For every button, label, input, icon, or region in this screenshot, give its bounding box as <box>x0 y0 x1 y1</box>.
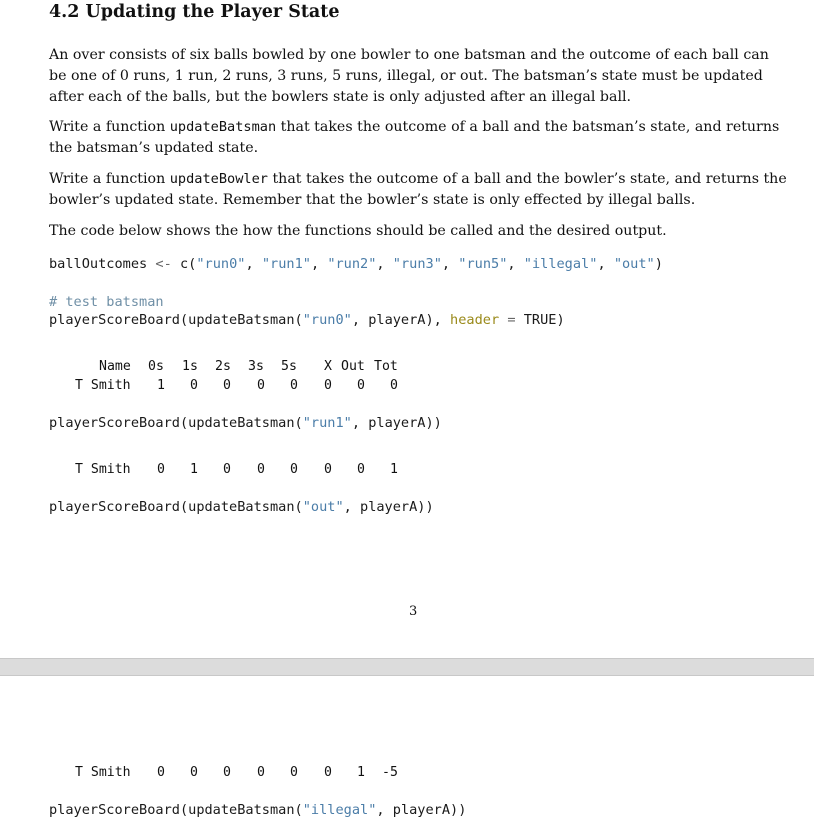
code-call-run0 <box>49 311 565 329</box>
code-text: playerScoreBoard(updateBatsman( <box>49 312 303 328</box>
table-cell: 0 <box>257 765 265 780</box>
code-string: "run0" <box>196 256 246 272</box>
table-cell: 1 <box>157 378 165 393</box>
code-string: "run5" <box>458 256 508 272</box>
code-string: "out" <box>302 499 344 515</box>
code-ball-outcomes: ballOutcomes <- c("run0", "run1", "run2", "run3", "run5", "illegal", "out") <box>49 256 663 272</box>
table-cell: 0 <box>223 765 231 780</box>
table-cell: 0 <box>390 378 398 393</box>
page-number: 3 <box>409 604 418 619</box>
section-heading: 4.2 Updating the Player State <box>49 2 340 22</box>
table-cell: 0 <box>357 462 365 477</box>
table-cell: 0 <box>290 378 298 393</box>
code-argument: header <box>450 312 500 328</box>
table-header-0s: 0s <box>148 359 164 374</box>
code-function: c( <box>179 256 197 272</box>
paragraph-update-bowler <box>49 169 787 211</box>
table-cell-name: T Smith <box>75 462 131 477</box>
code-string: "run1" <box>302 415 352 431</box>
code-call-out <box>49 498 434 516</box>
code-string: "illegal" <box>302 802 377 818</box>
code-text: TRUE) <box>523 312 565 328</box>
paragraph-update-batsman <box>49 117 787 159</box>
table-header-name: Name <box>99 359 131 374</box>
code-operator: = <box>499 312 524 328</box>
table-header-1s: 1s <box>182 359 198 374</box>
code-text: , playerA)) <box>343 499 434 515</box>
text: that takes the outcome of a ball and the bowler’s state, and returns the bowler’s updated state. Remember that the bowler’s state is only effected by illegal balls. <box>49 171 787 208</box>
table-cell: 0 <box>257 462 265 477</box>
table-cell: 0 <box>324 765 332 780</box>
code-comment: # test batsman <box>49 294 164 310</box>
table-cell: 1 <box>190 462 198 477</box>
function-name-updateBowler: updateBowler <box>169 171 268 187</box>
table-cell: 0 <box>223 378 231 393</box>
table-header-3s: 3s <box>248 359 264 374</box>
page-separator <box>0 658 814 676</box>
table-header-out: Out <box>341 359 365 374</box>
table-cell-name: T Smith <box>75 378 131 393</box>
table-cell-name: T Smith <box>75 765 131 780</box>
table-cell: 0 <box>324 378 332 393</box>
code-string: "run2" <box>327 256 377 272</box>
code-string: "run1" <box>261 256 311 272</box>
table-cell: 1 <box>390 462 398 477</box>
code-string: "run0" <box>302 312 352 328</box>
paragraph-over-description: An over consists of six balls bowled by one bowler to one batsman and the outcome of each ball can be one of 0 runs, 1 run, 2 runs, 3 runs, 5 runs, illegal, or out. The batsman’s state must be updated after each of the balls, but the bowlers state is only adjusted after an illegal ball. <box>49 47 769 105</box>
table-cell: 0 <box>324 462 332 477</box>
table-cell: 0 <box>157 765 165 780</box>
table-cell: 0 <box>223 462 231 477</box>
paragraph-code-intro: The code below shows the how the functions should be called and the desired output. <box>49 223 667 239</box>
code-text: , playerA), <box>351 312 451 328</box>
table-cell: 0 <box>290 765 298 780</box>
code-text: playerScoreBoard(updateBatsman( <box>49 499 303 515</box>
function-name-updateBatsman: updateBatsman <box>169 119 277 135</box>
text: that takes the outcome of a ball and the batsman’s state, and returns the batsman’s updated state. <box>49 119 780 156</box>
table-cell: 0 <box>157 462 165 477</box>
table-cell: 0 <box>257 378 265 393</box>
table-cell: 0 <box>357 378 365 393</box>
code-call-illegal <box>49 801 466 819</box>
text: Write a function <box>49 119 170 135</box>
table-header-2s: 2s <box>215 359 231 374</box>
table-cell: 1 <box>357 765 365 780</box>
table-cell: 0 <box>290 462 298 477</box>
code-string: "illegal" <box>523 256 598 272</box>
code-text: playerScoreBoard(updateBatsman( <box>49 415 303 431</box>
code-call-run1 <box>49 414 442 432</box>
code-text: playerScoreBoard(updateBatsman( <box>49 802 303 818</box>
table-header-tot: Tot <box>374 359 398 374</box>
code-text: , playerA)) <box>351 415 442 431</box>
text: Write a function <box>49 171 170 187</box>
page-4 <box>0 676 814 823</box>
code-string: "run3" <box>392 256 442 272</box>
code-variable: ballOutcomes <box>49 256 148 272</box>
table-cell: 0 <box>190 765 198 780</box>
code-operator: <- <box>147 256 180 272</box>
table-header-5s: 5s <box>281 359 297 374</box>
table-cell: 0 <box>190 378 198 393</box>
code-string: "out" <box>613 256 655 272</box>
code-text: , playerA)) <box>376 802 467 818</box>
table-header-x: X <box>324 359 332 374</box>
table-cell: -5 <box>382 765 398 780</box>
